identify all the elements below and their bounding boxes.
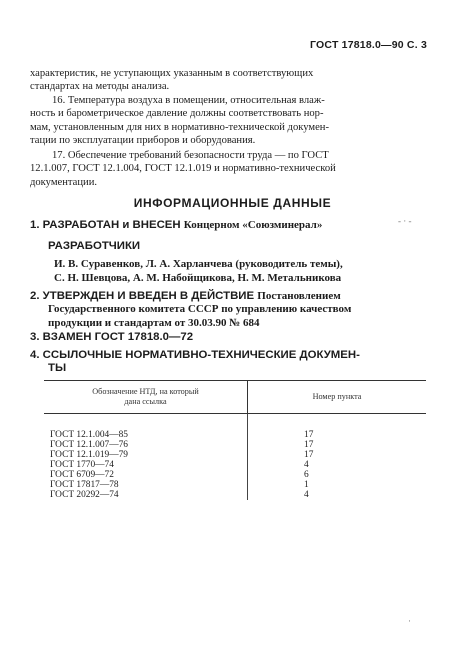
- text-line: документации.: [30, 176, 98, 188]
- text-line: характеристик, не уступающих указанным в соответствующих: [30, 68, 314, 79]
- text-line: Государственного комитета СССР по управлению качеством: [48, 303, 352, 315]
- section-1-heading: 1. РАЗРАБОТАН и ВНЕСЕН: [30, 219, 181, 231]
- column-header-document: Обозначение НТД, на который дана ссылка: [44, 381, 248, 414]
- section-1: [30, 219, 440, 232]
- table-row: [44, 470, 426, 480]
- developers-list: [54, 258, 434, 285]
- text-line: С. Н. Шевцова, А. М. Набойщикова, Н. М. Метальникова: [54, 271, 342, 284]
- section-3-heading: 3. ВЗАМЕН ГОСТ 17818.0—72: [30, 331, 194, 343]
- table-row: [44, 460, 426, 470]
- page-header: ГОСТ 17818.0—90 С. 3: [310, 39, 427, 51]
- scan-mark: ·: [408, 616, 411, 626]
- item-cell: 1: [304, 480, 309, 490]
- document-cell: ГОСТ 1770—74: [44, 460, 248, 470]
- section-2-body: [48, 303, 428, 330]
- item-cell: 17: [304, 430, 314, 440]
- text-line: стандартах на методы анализа.: [30, 81, 170, 93]
- section-2-heading: 2. УТВЕРЖДЕН И ВВЕДЕН В ДЕЙСТВИЕ: [30, 290, 255, 302]
- text-line: ТЫ: [48, 362, 67, 374]
- text-line: тации по эксплуатации приборов и оборудования.: [30, 135, 256, 147]
- item-16-paragraph: [30, 94, 432, 148]
- item-cell: 17: [304, 440, 314, 450]
- developers-heading: РАЗРАБОТЧИКИ: [48, 240, 141, 252]
- document-cell: ГОСТ 12.1.019—79: [44, 450, 248, 460]
- scan-mark: - · -: [398, 216, 412, 226]
- text-line: 12.1.007, ГОСТ 12.1.004, ГОСТ 12.1.019 и нормативно-технической: [30, 163, 336, 175]
- document-cell: ГОСТ 12.1.007—76: [44, 440, 248, 450]
- section-2: [30, 290, 440, 303]
- table-row: [44, 440, 426, 450]
- table-row: [44, 490, 426, 500]
- text-line: 4. ССЫЛОЧНЫЕ НОРМАТИВНО-ТЕХНИЧЕСКИЕ ДОКУМЕН-: [30, 349, 360, 361]
- text-line: 16. Температура воздуха в помещении, относительная влаж-: [52, 95, 325, 106]
- item-17-paragraph: [30, 149, 432, 189]
- section-2-text: Постановлением: [257, 290, 341, 302]
- item-cell: 4: [304, 490, 309, 500]
- text-line: 17. Обеспечение требований безопасности труда — по ГОСТ: [52, 150, 329, 161]
- column-header-item: Номер пункта: [248, 381, 427, 414]
- text-line: И. В. Суравенков, Л. А. Харланчева (руководитель темы),: [54, 258, 343, 270]
- document-cell: ГОСТ 12.1.004—85: [44, 414, 248, 441]
- text-line: продукции и стандартам от 30.03.90 № 684: [48, 316, 260, 329]
- section-1-text: Концерном «Союзминерал»: [183, 219, 323, 231]
- document-cell: ГОСТ 17817—78: [44, 480, 248, 490]
- section-4-heading: [30, 349, 440, 375]
- item-cell: 4: [304, 460, 309, 470]
- item-cell: 17: [304, 450, 314, 460]
- table-header-row: [44, 381, 426, 414]
- item-cell: 6: [304, 470, 309, 480]
- section-title: ИНФОРМАЦИОННЫЕ ДАННЫЕ: [133, 196, 332, 210]
- document-cell: ГОСТ 20292—74: [44, 490, 248, 500]
- table-row: [44, 450, 426, 460]
- references-table: [44, 380, 426, 500]
- table-row: [44, 414, 426, 441]
- text-line: мам, установленным для них в нормативно-технической докумен-: [30, 121, 329, 133]
- document-cell: ГОСТ 6709—72: [44, 470, 248, 480]
- table-row: [44, 480, 426, 490]
- text-line: ность и барометрическое давление должны соответствовать нор-: [30, 108, 324, 120]
- intro-paragraph: [30, 67, 432, 94]
